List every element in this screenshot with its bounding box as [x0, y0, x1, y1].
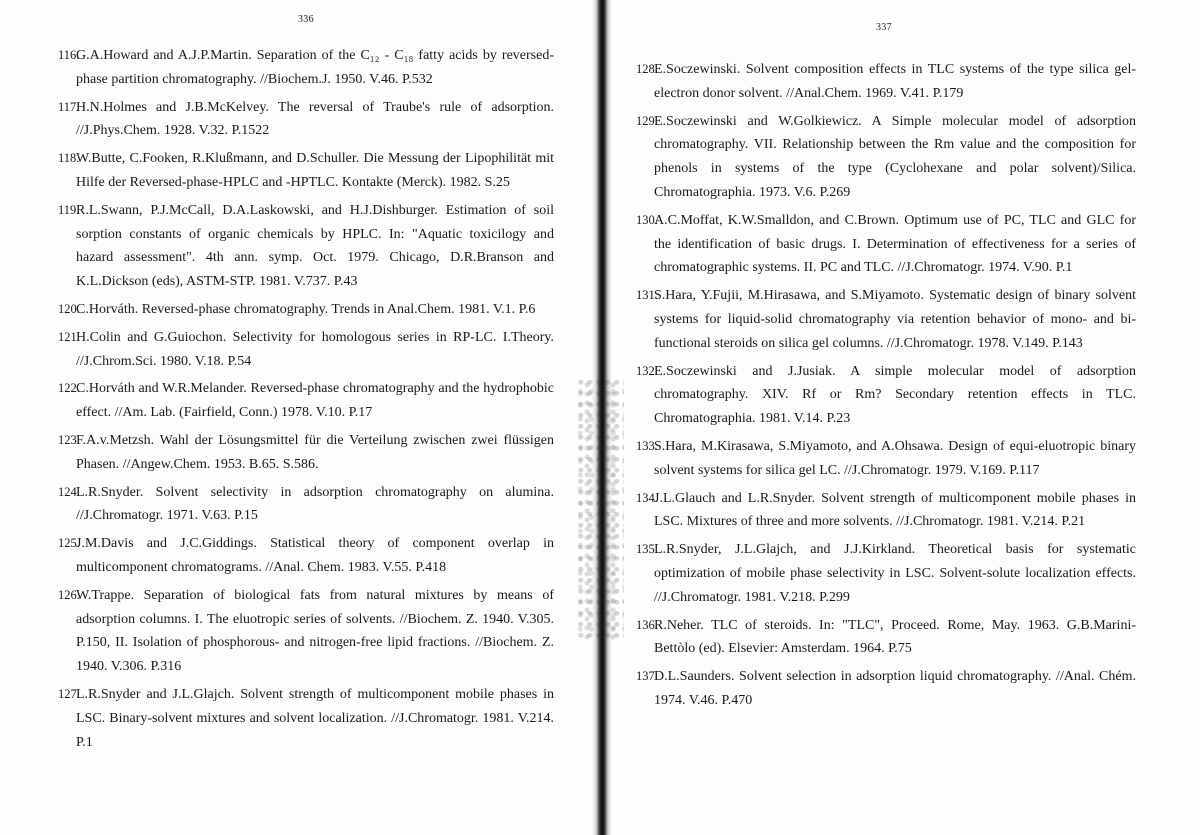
reference-text: C.Horváth. Reversed-phase chromatography. Trends in Anal.Chem. 1981. V.1. P.6 [76, 301, 536, 317]
reference-number: 131. [636, 288, 658, 303]
reference-number: 118. [58, 151, 80, 166]
reference-text: S.Hara, Y.Fujii, M.Hirasawa, and S.Miyamoto. Systematic design of binary solvent systems for liquid-solid chromatography via retention behavior of mono- and bi-functional steroids on silica gel columns. //J.Chromatogr. 1978. V.149. P.143 [654, 288, 1136, 351]
reference-item [636, 110, 1136, 205]
reference-text: R.Neher. TLC of steroids. In: "TLC", Proceed. Rome, May. 1963. G.B.Marini-Bettòlo (ed). Elsevier: Amsterdam. 1964. P.75 [654, 617, 1136, 657]
reference-number: 136. [636, 617, 658, 632]
reference-item [636, 538, 1136, 609]
reference-number: 135. [636, 542, 658, 557]
reference-item [58, 298, 554, 322]
reference-text: E.Soczewinski and J.Jusiak. A simple molecular model of adsorption chromatography. XIV. Rf or Rm? Secondary retention effects in TLC. Chromatographia. 1981. V.14. P.23 [654, 363, 1136, 427]
reference-text: W.Butte, C.Fooken, R.Klußmann, and D.Schuller. Die Messung der Lipophilität mit Hilfe der Reversed-phase-HPLC and -HPTLC. Kontakte (Merck). 1982. S.25 [76, 151, 554, 190]
reference-number: 124. [58, 484, 80, 499]
reference-list [58, 44, 554, 758]
reference-item [58, 429, 554, 477]
reference-item [58, 683, 554, 754]
reference-text: L.R.Snyder. Solvent selectivity in adsorption chromatography on alumina. //J.Chromatogr. 1971. V.63. P.15 [76, 484, 554, 524]
reference-item [58, 44, 554, 92]
reference-number: 120. [58, 301, 80, 316]
reference-text: A.C.Moffat, K.W.Smalldon, and C.Brown. Optimum use of PC, TLC and GLC for the identification of basic drugs. I. Determination of effectiveness for a series of chromatographic systems. II. PC and TLC. //J.Chromatogr. 1974. V.90. P.1 [654, 212, 1136, 276]
reference-item [636, 614, 1136, 662]
page-number: 336 [298, 14, 314, 25]
reference-text: W.Trappe. Separation of biological fats from natural mixtures by means of adsorption columns. I. The eluotropic series of solvents. //Biochem. Z. 1940. V.305. P.150, II. Isolation of phosphorous- and nitrogen-free lipid fractions. //Biochem. Z. 1940. V.306. P.316 [76, 587, 554, 675]
reference-item [636, 360, 1136, 431]
reference-text: D.L.Saunders. Solvent selection in adsorption liquid chromatography. //Anal. Chém. 1974. V.46. P.470 [654, 669, 1136, 708]
reference-text: C.Horváth and W.R.Melander. Reversed-phase chromatography and the hydrophobic effect. //Am. Lab. (Fairfield, Conn.) 1978. V.10. P.17 [76, 381, 554, 421]
reference-text: H.N.Holmes and J.B.McKelvey. The reversal of Traube's rule of adsorption. //J.Phys.Chem. 1928. V.32. P.1522 [76, 99, 554, 139]
reference-number: 132. [636, 363, 658, 378]
reference-number: 123. [58, 432, 80, 447]
reference-list [636, 58, 1136, 717]
reference-text: J.L.Glauch and L.R.Snyder. Solvent strength of multicomponent mobile phases in LSC. Mixtures of three and more solvents. //J.Chromatogr. 1981. V.214. P.21 [654, 490, 1136, 530]
page-number: 337 [876, 22, 892, 33]
reference-item [58, 199, 554, 294]
reference-text: S.Hara, M.Kirasawa, S.Miyamoto, and A.Ohsawa. Design of equi-eluotropic binary solvent systems for silica gel LC. //J.Chromatogr. 1979. V.169. P.117 [654, 438, 1136, 478]
reference-text: L.R.Snyder and J.L.Glajch. Solvent strength of multicomponent mobile phases in LSC. Binary-solvent mixtures and solvent localization. //J.Chromatogr. 1981. V.214. P.1 [76, 686, 554, 750]
reference-item [58, 481, 554, 529]
reference-number: 137. [636, 669, 658, 684]
reference-number: 122. [58, 381, 80, 396]
reference-item [58, 532, 554, 580]
reference-number: 133. [636, 438, 658, 453]
reference-item [58, 584, 554, 679]
reference-number: 134. [636, 490, 658, 505]
reference-item [636, 284, 1136, 355]
reference-item [58, 377, 554, 425]
reference-item [636, 435, 1136, 483]
reference-text: F.A.v.Metzsh. Wahl der Lösungsmittel für die Verteilung zwischen zwei flüssigen Phasen. //Angew.Chem. 1953. B.65. S.586. [76, 432, 554, 472]
reference-text: E.Soczewinski. Solvent composition effects in TLC systems of the type silica gel-electron donor solvent. //Anal.Chem. 1969. V.41. P.179 [654, 62, 1136, 101]
reference-number: 119. [58, 202, 80, 217]
reference-text: J.M.Davis and J.C.Giddings. Statistical theory of component overlap in multicomponent chromatograms. //Anal. Chem. 1983. V.55. P.418 [76, 536, 554, 575]
reference-text: R.L.Swann, P.J.McCall, D.A.Laskowski, and H.J.Dishburger. Estimation of soil sorption constants of organic chemicals by HPLC. In: "Aquatic toxicilogy and hazard assessment". 4th ann. symp. Oct. 1979. Chicago, D.R.Branson and K.L.Dickson (eds), ASTM-STP. 1981. V.737. P.43 [76, 202, 554, 290]
right-page [612, 0, 1200, 835]
reference-item [58, 147, 554, 195]
reference-number: 125. [58, 536, 80, 551]
reference-item [58, 96, 554, 144]
reference-number: 127. [58, 686, 80, 701]
reference-item [636, 58, 1136, 106]
reference-item [636, 209, 1136, 280]
reference-number: 116. [58, 48, 80, 62]
reference-number: 117. [58, 99, 80, 114]
left-page [0, 0, 592, 835]
reference-text: G.A.Howard and A.J.P.Martin. Separation of the C₁₂ - C₁₈ fatty acids by reversed-phase partition chromatography. //Biochem.J. 1950. V.46. P.532 [76, 48, 554, 87]
reference-text: H.Colin and G.Guiochon. Selectivity for homologous series in RP-LC. I.Theory. //J.Chrom.Sci. 1980. V.18. P.54 [76, 329, 554, 369]
reference-item [636, 487, 1136, 535]
reference-number: 130. [636, 212, 658, 227]
reference-text: E.Soczewinski and W.Golkiewicz. A Simple molecular model of adsorption chromatography. VII. Relationship between the Rm value and the composition for phenols in systems of the type (Cyclohexane and polar solvent)/Silica. Chromatographia. 1973. V.6. P.269 [654, 113, 1136, 200]
reference-item [58, 326, 554, 374]
reference-item [636, 665, 1136, 713]
reference-number: 128. [636, 62, 658, 76]
reference-number: 126. [58, 587, 80, 602]
reference-number: 121. [58, 329, 80, 344]
reference-number: 129. [636, 113, 658, 128]
reference-text: L.R.Snyder, J.L.Glajch, and J.J.Kirkland. Theoretical basis for systematic optimization of mobile phase selectivity in LSC. Solvent-solute localization effects. //J.Chromatogr. 1981. V.218. P.299 [654, 542, 1136, 605]
